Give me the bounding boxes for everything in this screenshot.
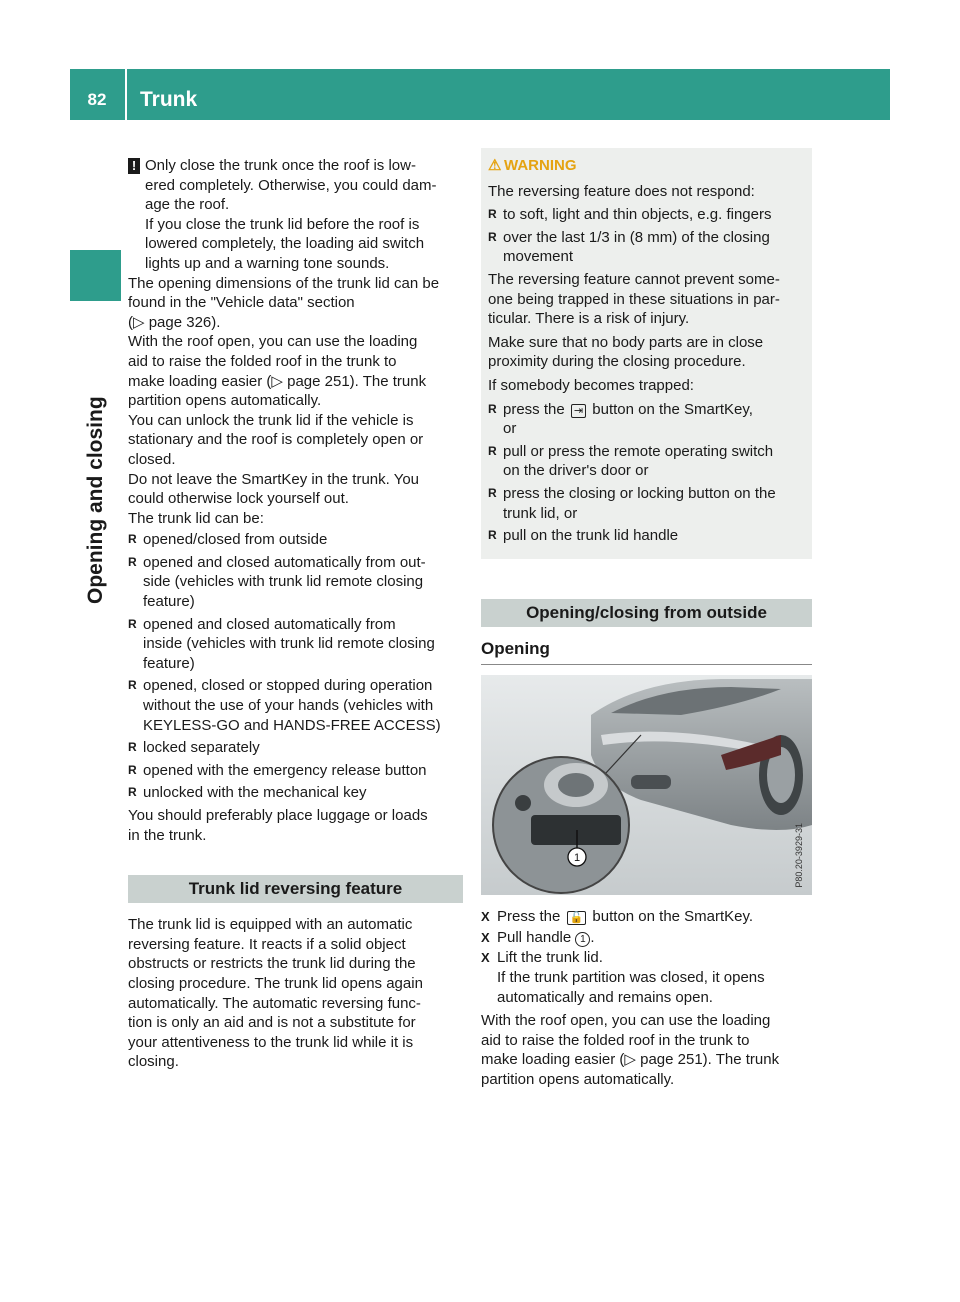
sub-heading-opening: Opening bbox=[481, 639, 812, 666]
text-line: partition opens automatically. bbox=[128, 392, 322, 410]
bullet-icon: R bbox=[488, 485, 497, 500]
section-heading-reversing: Trunk lid reversing feature bbox=[128, 875, 463, 903]
warning-triangle-icon: ⚠ bbox=[488, 157, 502, 174]
list-item: R pull on the trunk lid handle bbox=[488, 527, 679, 545]
list-item: R to soft, light and thin objects, e.g. fingers bbox=[488, 206, 772, 224]
text-line: found in the "Vehicle data" section bbox=[128, 294, 355, 312]
text-line: If you close the trunk lid before the roof is bbox=[145, 215, 420, 233]
text-line: in the trunk. bbox=[128, 826, 207, 844]
trunk-figure bbox=[481, 675, 812, 895]
list-intro: The trunk lid can be: bbox=[128, 509, 264, 527]
paragraph-loading-aid bbox=[128, 332, 463, 410]
warning-para-b: Make sure that no body parts are in close proximity during the closing procedure. bbox=[488, 333, 764, 371]
notice-text bbox=[145, 156, 463, 274]
step-arrow-icon: X bbox=[481, 929, 490, 945]
side-tab-marker bbox=[70, 250, 121, 301]
bullet-icon: R bbox=[488, 229, 497, 244]
text-line: The opening dimensions of the trunk lid can be bbox=[128, 274, 440, 292]
warning-para-c: If somebody becomes trapped: bbox=[488, 376, 694, 394]
list-item: R press the ⇥ button on the SmartKey, or bbox=[488, 400, 753, 438]
step-arrow-icon: X bbox=[481, 950, 490, 966]
step-item: X Press the 🔓 button on the SmartKey. bbox=[481, 908, 754, 926]
text-line: ered completely. Otherwise, you could dam- bbox=[145, 176, 437, 194]
bullet-icon: R bbox=[128, 762, 137, 777]
bullet-icon: R bbox=[488, 401, 497, 416]
page-number: 82 bbox=[87, 90, 107, 109]
list-item: R opened and closed automatically from inside (vehicles with trunk lid remote closing feature) bbox=[128, 615, 435, 672]
text-line: closed. bbox=[128, 450, 176, 468]
text-line: lights up and a warning tone sounds. bbox=[145, 254, 390, 272]
opening-steps bbox=[481, 907, 812, 1007]
text-line: With the roof open, you can use the loading bbox=[128, 333, 418, 351]
paragraph-final: With the roof open, you can use the loading aid to raise the folded roof in the trunk to make loading easier (▷ page 251). The trunk partition opens automatically. bbox=[481, 1012, 780, 1089]
bullet-icon: R bbox=[128, 678, 137, 693]
text-line: Only close the trunk once the roof is low- bbox=[145, 157, 416, 174]
header-divider bbox=[125, 69, 127, 120]
warning-para-a: The reversing feature cannot prevent some- one being trapped in these situations in par- ticular. There is a risk of injury. bbox=[488, 270, 780, 328]
paragraph-unlock bbox=[128, 411, 463, 470]
section-heading-opening-closing: Opening/closing from outside bbox=[481, 599, 812, 627]
step-item: X Pull handle 1 . bbox=[481, 928, 595, 946]
page-reference-link[interactable]: make loading easier (▷ page 251). The trunk bbox=[128, 372, 427, 390]
paragraph-dimensions bbox=[128, 274, 463, 333]
list-item: R press the closing or locking button on the trunk lid, or bbox=[488, 484, 776, 522]
page-reference-link[interactable]: make loading easier (▷ page 251). The trunk bbox=[481, 1051, 780, 1069]
text-line: aid to raise the folded roof in the trunk to bbox=[128, 352, 397, 370]
unlock-button-icon: 🔓 bbox=[567, 911, 587, 925]
warning-intro: The reversing feature does not respond: bbox=[488, 182, 755, 200]
text-line: age the roof. bbox=[145, 196, 230, 214]
list-item: R locked separately bbox=[128, 739, 260, 757]
notice-block bbox=[128, 156, 463, 274]
bullet-icon: R bbox=[128, 554, 137, 569]
step-arrow-icon: X bbox=[481, 909, 490, 925]
warning-title: WARNING bbox=[504, 157, 577, 174]
exclamation-icon: ! bbox=[128, 158, 140, 174]
figure-callout-1: 1 bbox=[573, 852, 581, 865]
text-line: stationary and the roof is completely open or bbox=[128, 431, 424, 449]
text-line: You can unlock the trunk lid if the vehicle is bbox=[128, 411, 414, 429]
list-item: R unlocked with the mechanical key bbox=[128, 784, 367, 802]
page-title: Trunk bbox=[140, 88, 198, 111]
text-line: lowered completely, the loading aid switch bbox=[145, 235, 425, 253]
paragraph-smartkey bbox=[128, 470, 463, 509]
warning-heading bbox=[488, 156, 805, 176]
trunk-close-button-icon: ⇥ bbox=[571, 404, 586, 418]
left-column bbox=[128, 156, 463, 1072]
paragraph-reversing: The trunk lid is equipped with an automatic reversing feature. It reacts if a solid object obstructs or restricts the trunk lid during the closing procedure. The trunk lid opens again automatically. The automatic reversing func- tion is only an aid and is not a substitute for your attentiveness to the trunk lid while it is closing. bbox=[128, 916, 423, 1071]
list-item: R opened with the emergency release button bbox=[128, 761, 427, 779]
warning-box bbox=[481, 148, 812, 559]
right-column bbox=[481, 148, 812, 1090]
bullet-icon: R bbox=[488, 443, 497, 458]
car-rear-illustration bbox=[481, 675, 812, 895]
list-item: R over the last 1/3 in (8 mm) of the closing movement bbox=[488, 228, 770, 266]
callout-number-icon: 1 bbox=[575, 932, 590, 947]
list-item: R opened/closed from outside bbox=[128, 531, 328, 549]
text-line: Do not leave the SmartKey in the trunk. You bbox=[128, 470, 420, 488]
list-item: R pull or press the remote operating switch on the driver's door or bbox=[488, 442, 774, 480]
bullet-icon: R bbox=[128, 785, 137, 800]
bullet-icon: R bbox=[128, 532, 137, 547]
text-line: You should preferably place luggage or loads bbox=[128, 807, 428, 824]
paragraph-luggage bbox=[128, 806, 463, 845]
bullet-icon: R bbox=[488, 528, 497, 543]
list-item: R opened, closed or stopped during operation without the use of your hands (vehicles with KEYLESS-GO and HANDS-FREE ACCESS) bbox=[128, 677, 441, 734]
bullet-icon: R bbox=[128, 616, 137, 631]
warning-list-1 bbox=[488, 205, 805, 267]
warning-list-2 bbox=[488, 400, 805, 546]
page-reference-link[interactable]: (▷ page 326). bbox=[128, 313, 221, 331]
text-line: could otherwise lock yourself out. bbox=[128, 490, 349, 508]
bullet-icon: R bbox=[488, 207, 497, 222]
step-item: X Lift the trunk lid. If the trunk partition was closed, it opens automatically and remains open. bbox=[481, 949, 765, 1006]
figure-code: P80.20-3929-31 bbox=[794, 822, 805, 888]
side-section-label: Opening and closing bbox=[84, 396, 107, 604]
trunk-options-list bbox=[128, 530, 463, 803]
list-item: R opened and closed automatically from out- side (vehicles with trunk lid remote closing feature) bbox=[128, 553, 426, 611]
bullet-icon: R bbox=[128, 740, 137, 755]
